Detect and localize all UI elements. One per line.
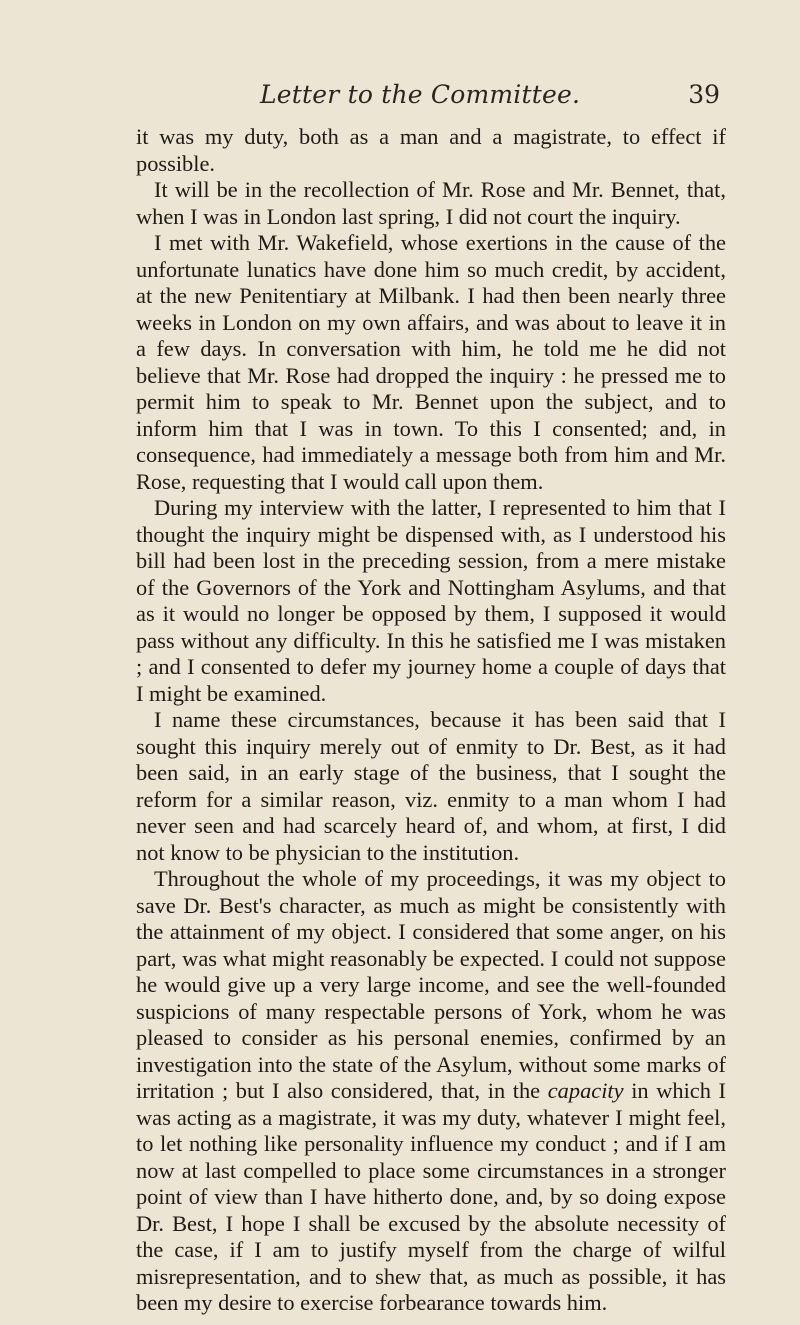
emphasized-word: capacity	[547, 1078, 624, 1103]
paragraph: I met with Mr. Wakefield, whose exertions in the cause of the unfortunate lunatics have done him so much credit, by accident, at the new Penitentiary at Milbank. I had then been nearly three weeks in London on my own affairs, and was about to leave it in a few days. In conversation with him, he told me he did not believe that Mr. Rose had dropped the inquiry : he pressed me to permit him to speak to Mr. Bennet upon the subject, and to inform him that I was in town. To this I consented; and, in consequence, had immediately a message both from him and Mr. Rose, requesting that I would call upon them.	[136, 230, 726, 494]
paragraph-text: in which I was acting as a magistrate, it was my duty, whatever I might feel, to let nothing like personality influence my conduct ; and if I am now at last compelled to place some circumstances in a stronger point of view than I have hitherto done, and, by so doing expose Dr. Best, I hope I shall be excused by the absolute necessity of the case, if I am to justify myself from the charge of wilful misrepresentation, and to shew that, as much as possible, it has been my desire to exercise forbearance towards him.	[136, 1078, 727, 1315]
paragraph	[136, 866, 726, 1317]
page-number: 39	[688, 80, 720, 109]
running-head: Letter to the Committee.	[260, 80, 581, 109]
paragraph: It will be in the recollection of Mr. Rose and Mr. Bennet, that, when I was in London last spring, I did not court the inquiry.	[136, 177, 726, 229]
paragraph: it was my duty, both as a man and a magistrate, to effect if possible.	[136, 124, 726, 176]
paragraph: During my interview with the latter, I represented to him that I thought the inquiry might be dispensed with, as I understood his bill had been lost in the preceding session, from a mere mistake of the Governors of the York and Nottingham Asylums, and that as it would no longer be opposed by them, I supposed it would pass without any difficulty. In this he satisfied me I was mistaken ; and I consented to defer my journey home a couple of days that I might be examined.	[136, 495, 726, 706]
page-header	[136, 80, 720, 116]
paragraph-text: Throughout the whole of my proceedings, it was my object to save Dr. Best's character, as much as might be consistently with the attainment of my object. I considered that some anger, on his part, was what might reasonably be expected. I could not suppose he would give up a very large income, and see the well-founded suspicions of many respectable persons of York, whom he was pleased to consider as his personal enemies, confirmed by an investigation into the state of the Asylum, without some marks of irritation ; but I also considered, that, in the	[136, 866, 726, 1103]
paragraph: I name these circumstances, because it has been said that I sought this inquiry merely out of enmity to Dr. Best, as it had been said, in an early stage of the business, that I sought the reform for a similar reason, viz. enmity to a man whom I had never seen and had scarcely heard of, and whom, at first, I did not know to be physician to the institution.	[136, 707, 726, 865]
body-text	[136, 124, 726, 1317]
